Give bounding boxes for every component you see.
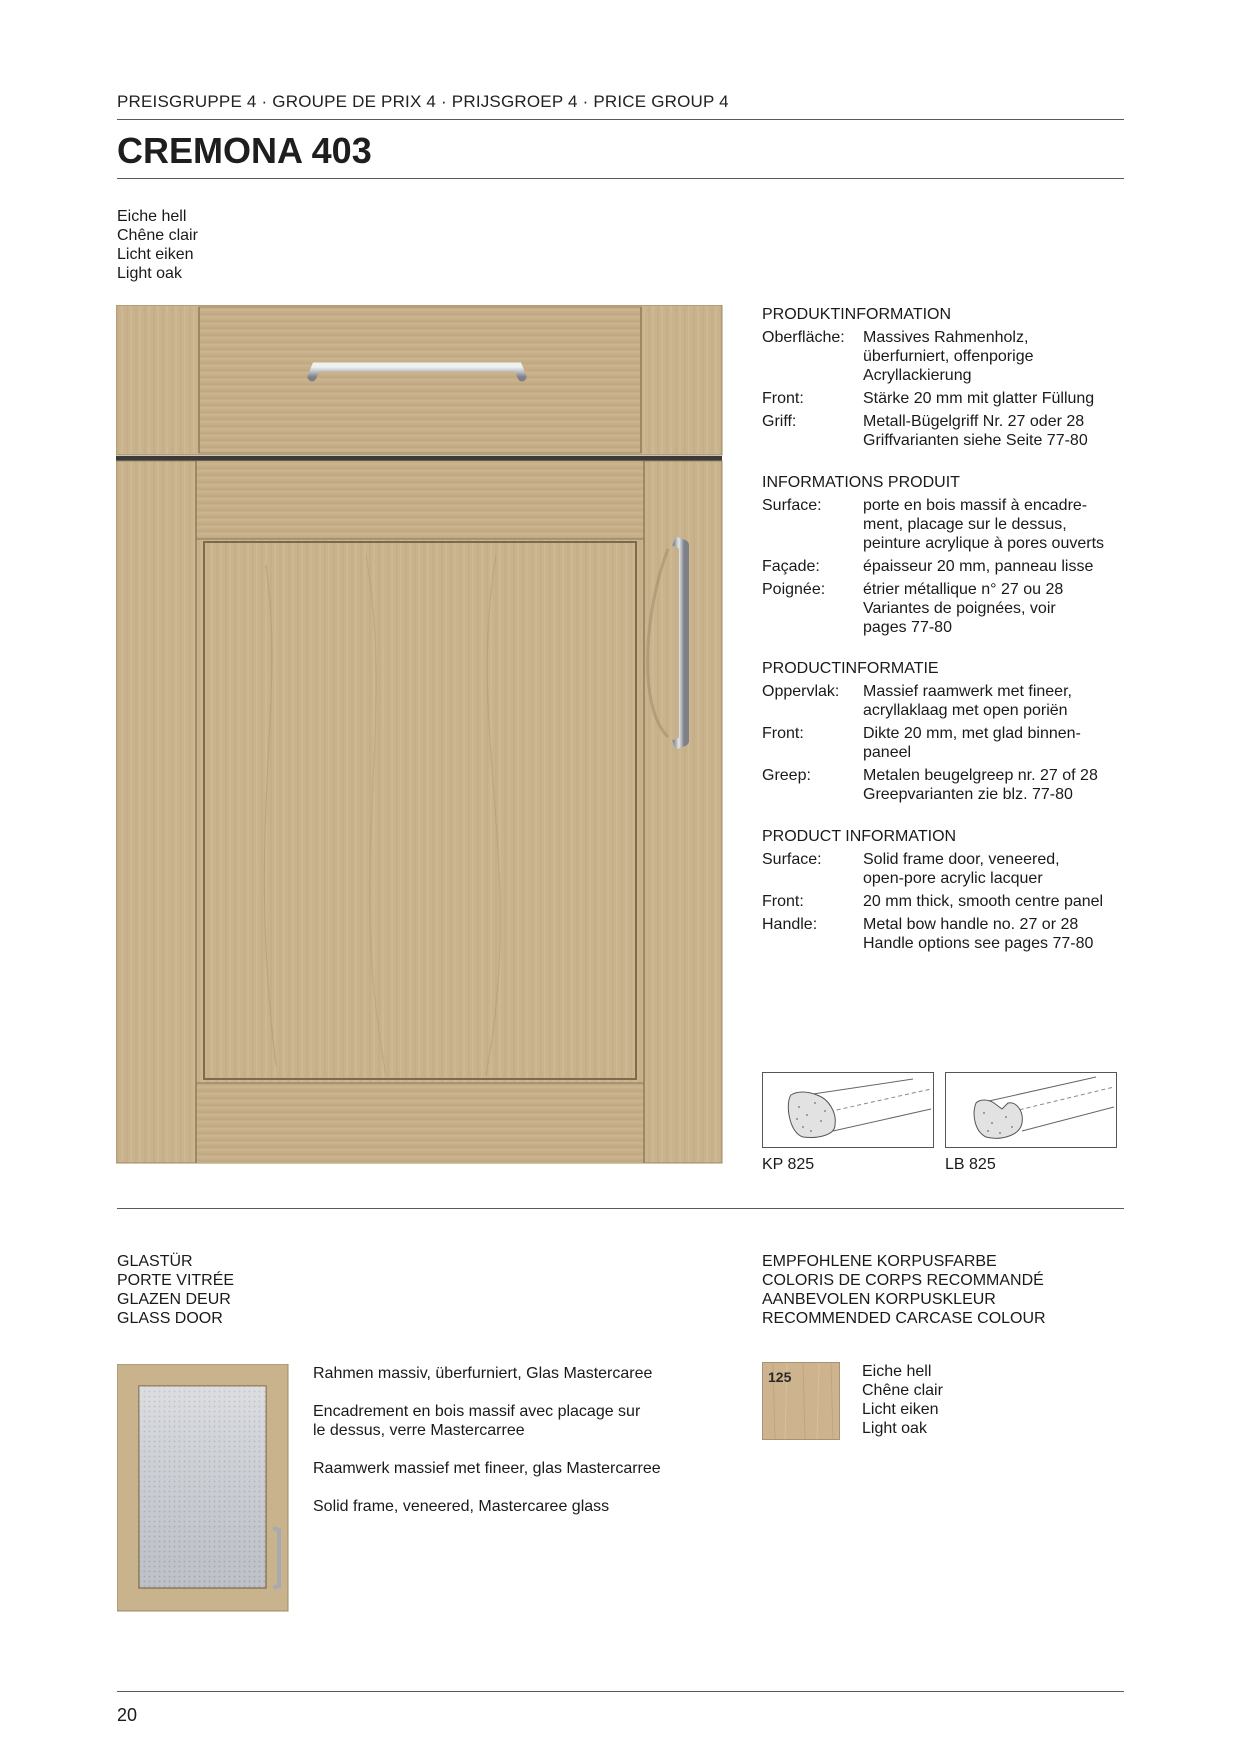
info-row bbox=[762, 496, 1132, 553]
carcase-swatch bbox=[762, 1362, 840, 1440]
header-rule-top bbox=[117, 119, 1124, 120]
swatch-code: 125 bbox=[768, 1369, 792, 1385]
info-key: Surface: bbox=[762, 851, 822, 868]
info-line: Stärke 20 mm mit glatter Füllung bbox=[863, 390, 1095, 407]
info-line: étrier métallique n° 27 ou 28 bbox=[863, 581, 1064, 598]
info-value bbox=[863, 682, 1132, 720]
info-line: Variantes de poignées, voir bbox=[863, 600, 1056, 617]
info-value bbox=[863, 850, 1132, 888]
info-row bbox=[762, 580, 1132, 637]
finish-name-en: Light oak bbox=[117, 265, 182, 282]
info-row bbox=[762, 915, 1132, 953]
info-row bbox=[762, 328, 1132, 385]
info-value bbox=[863, 412, 1132, 450]
info-value bbox=[863, 328, 1132, 385]
info-key: Front: bbox=[762, 893, 804, 910]
info-key: Front: bbox=[762, 725, 804, 742]
info-line: 20 mm thick, smooth centre panel bbox=[863, 893, 1104, 910]
info-line: Dikte 20 mm, met glad binnen- bbox=[863, 725, 1081, 742]
info-line: épaisseur 20 mm, panneau lisse bbox=[863, 558, 1094, 575]
info-line: paneel bbox=[863, 744, 912, 761]
carcase-heading-nl: AANBEVOLEN KORPUSKLEUR bbox=[762, 1291, 996, 1308]
finish-names bbox=[117, 207, 198, 283]
carcase-name-nl: Licht eiken bbox=[862, 1401, 939, 1418]
info-key: Handle: bbox=[762, 916, 818, 933]
glass-desc-line: Raamwerk massief met fineer, glas Mastercarree bbox=[313, 1460, 661, 1477]
info-row bbox=[762, 850, 1132, 888]
product-info-en bbox=[762, 827, 1132, 957]
glass-desc-de bbox=[313, 1364, 693, 1383]
finish-name-de: Eiche hell bbox=[117, 208, 187, 225]
info-value bbox=[863, 915, 1132, 953]
info-value bbox=[863, 892, 1132, 911]
glass-door-heading bbox=[117, 1252, 234, 1328]
header-rule-bottom bbox=[117, 178, 1124, 179]
profile-kp825-drawing bbox=[762, 1072, 934, 1148]
info-line: Griffvarianten siehe Seite 77-80 bbox=[863, 432, 1088, 449]
info-row bbox=[762, 557, 1132, 576]
glass-door-heading-nl: GLAZEN DEUR bbox=[117, 1291, 231, 1308]
profile-lb825-icon bbox=[946, 1073, 1116, 1147]
info-line: Metall-Bügelgriff Nr. 27 oder 28 bbox=[863, 413, 1085, 430]
carcase-heading bbox=[762, 1252, 1046, 1328]
profile-lb825-label: LB 825 bbox=[945, 1156, 996, 1173]
carcase-name-en: Light oak bbox=[862, 1420, 927, 1437]
info-value bbox=[863, 557, 1132, 576]
glass-desc-en bbox=[313, 1497, 693, 1516]
info-row bbox=[762, 412, 1132, 450]
product-info-nl bbox=[762, 659, 1132, 808]
info-row bbox=[762, 682, 1132, 720]
info-key: Front: bbox=[762, 390, 804, 407]
glass-desc-line: le dessus, verre Mastercarree bbox=[313, 1422, 525, 1439]
info-line: peinture acrylique à pores ouverts bbox=[863, 535, 1105, 552]
profile-kp825-icon bbox=[763, 1073, 933, 1147]
info-heading: PRODUKTINFORMATION bbox=[762, 306, 952, 323]
glass-desc-nl bbox=[313, 1459, 693, 1478]
glass-door-heading-fr: PORTE VITRÉE bbox=[117, 1272, 235, 1289]
info-key: Oppervlak: bbox=[762, 683, 840, 700]
info-line: Greepvarianten zie blz. 77-80 bbox=[863, 786, 1073, 803]
info-line: pages 77-80 bbox=[863, 619, 952, 636]
glass-door-image bbox=[117, 1364, 289, 1612]
page-number: 20 bbox=[117, 1705, 138, 1725]
glass-desc-fr bbox=[313, 1402, 693, 1440]
glass-door-descriptions bbox=[313, 1364, 693, 1535]
glass-desc-line: Encadrement en bois massif avec placage sur bbox=[313, 1403, 641, 1420]
finish-name-nl: Licht eiken bbox=[117, 246, 194, 263]
info-line: acryllaklaag met open poriën bbox=[863, 702, 1068, 719]
glass-desc-line: Solid frame, veneered, Mastercaree glass bbox=[313, 1498, 610, 1515]
info-row bbox=[762, 892, 1132, 911]
info-key: Oberfläche: bbox=[762, 329, 845, 346]
info-key: Surface: bbox=[762, 497, 822, 514]
info-line: porte en bois massif à encadre- bbox=[863, 497, 1088, 514]
info-line: Acryllackierung bbox=[863, 367, 972, 384]
info-heading: PRODUCTINFORMATIE bbox=[762, 660, 939, 677]
product-info-fr bbox=[762, 473, 1132, 641]
glass-desc-line: Rahmen massiv, überfurniert, Glas Mastercaree bbox=[313, 1365, 653, 1382]
page-title: CREMONA 403 bbox=[117, 130, 372, 171]
info-key: Façade: bbox=[762, 558, 820, 575]
info-line: open-pore acrylic lacquer bbox=[863, 870, 1043, 887]
carcase-name-fr: Chêne clair bbox=[862, 1382, 943, 1399]
info-value bbox=[863, 766, 1132, 804]
info-row bbox=[762, 766, 1132, 804]
info-line: Massief raamwerk met fineer, bbox=[863, 683, 1072, 700]
info-value bbox=[863, 580, 1132, 637]
info-heading: INFORMATIONS PRODUIT bbox=[762, 474, 960, 491]
info-value bbox=[863, 389, 1132, 408]
info-heading: PRODUCT INFORMATION bbox=[762, 828, 957, 845]
info-line: Massives Rahmenholz, bbox=[863, 329, 1029, 346]
info-value bbox=[863, 496, 1132, 553]
info-line: Metal bow handle no. 27 or 28 bbox=[863, 916, 1079, 933]
info-key: Greep: bbox=[762, 767, 811, 784]
glass-door-heading-de: GLASTÜR bbox=[117, 1253, 193, 1270]
footer-rule bbox=[117, 1691, 1124, 1692]
carcase-heading-de: EMPFOHLENE KORPUSFARBE bbox=[762, 1253, 997, 1270]
info-key: Griff: bbox=[762, 413, 797, 430]
profile-kp825-label: KP 825 bbox=[762, 1156, 815, 1173]
info-key: Poignée: bbox=[762, 581, 826, 598]
carcase-names bbox=[862, 1362, 943, 1438]
finish-name-fr: Chêne clair bbox=[117, 227, 198, 244]
glass-door-heading-en: GLASS DOOR bbox=[117, 1310, 223, 1327]
carcase-heading-en: RECOMMENDED CARCASE COLOUR bbox=[762, 1310, 1046, 1327]
product-info-de bbox=[762, 305, 1132, 454]
info-line: Solid frame door, veneered, bbox=[863, 851, 1060, 868]
info-value bbox=[863, 724, 1132, 762]
carcase-heading-fr: COLORIS DE CORPS RECOMMANDÉ bbox=[762, 1272, 1044, 1289]
info-line: Metalen beugelgreep nr. 27 of 28 bbox=[863, 767, 1098, 784]
section-divider bbox=[117, 1208, 1124, 1209]
carcase-name-de: Eiche hell bbox=[862, 1363, 932, 1380]
info-line: ment, placage sur le dessus, bbox=[863, 516, 1067, 533]
price-group-heading: PREISGRUPPE 4 · GROUPE DE PRIX 4 · PRIJSGROEP 4 · PRICE GROUP 4 bbox=[117, 92, 729, 111]
info-line: überfurniert, offenporige bbox=[863, 348, 1034, 365]
info-line: Handle options see pages 77-80 bbox=[863, 935, 1094, 952]
profile-lb825-drawing bbox=[945, 1072, 1117, 1148]
info-row bbox=[762, 389, 1132, 408]
cremona-door-image bbox=[116, 305, 724, 1165]
info-row bbox=[762, 724, 1132, 762]
